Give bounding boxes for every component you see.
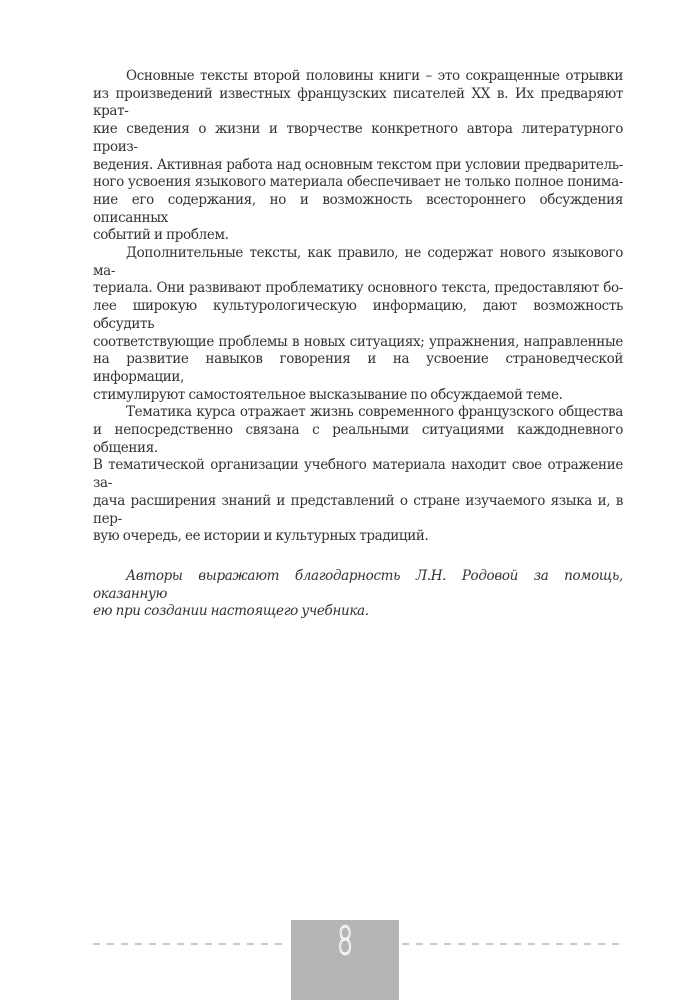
text-line: дача расширения знаний и представлений о стране изучаемого языка и, в пер- <box>93 492 623 527</box>
text-line: лее широкую культурологическую информацию, дают возможность обсудить <box>93 298 623 332</box>
page-number-box <box>291 920 399 1000</box>
text-line: соответствующие проблемы в новых ситуациях; упражнения, направленные <box>93 333 623 350</box>
text-line: Тематика курса отражает жизнь современного французского общества <box>126 404 623 421</box>
text-line: событий и проблем. <box>93 227 229 244</box>
text-line: ею при создании настоящего учебника. <box>93 603 369 620</box>
text-line: Авторы выражают благодарность Л.Н. Родовой за помощь, оказанную <box>93 567 623 602</box>
text-line: на развитие навыков говорения и на усвоение страноведческой информации, <box>93 351 623 385</box>
text-line: ного усвоения языкового материала обеспечивает не только полное понима- <box>93 174 623 191</box>
text-line: Дополнительные тексты, как правило, не содержат нового языкового ма- <box>93 245 623 279</box>
text-line: териала. Они развивают проблематику основного текста, предоставляют бо- <box>93 280 623 297</box>
text-line: стимулируют самостоятельное высказывание по обсуждаемой теме. <box>93 386 563 403</box>
right-dashed-rule <box>402 943 623 945</box>
text-line: кие сведения о жизни и творчестве конкретного автора литературного произ- <box>93 121 623 155</box>
left-dashed-rule <box>93 943 289 945</box>
paragraph-additional-texts <box>93 245 623 404</box>
paragraph-course-themes <box>93 404 623 546</box>
paragraph-acknowledgement <box>93 568 623 621</box>
text-line: вую очередь, ее истории и культурных традиций. <box>93 528 429 545</box>
text-line: ние его содержания, но и возможность всестороннего обсуждения описанных <box>93 191 623 226</box>
text-line: В тематической организации учебного материала находит свое отражение за- <box>93 457 623 492</box>
text-line: Основные тексты второй половины книги – это сокращенные отрывки <box>126 68 623 84</box>
paragraph-main-texts <box>93 68 623 245</box>
text-line: из произведений известных французских писателей XX в. Их предваряют крат- <box>93 85 623 120</box>
text-line: ведения. Активная работа над основным текстом при условии предваритель- <box>93 156 623 173</box>
page-number: 8 <box>337 919 353 963</box>
text-block <box>93 68 623 621</box>
text-line: и непосредственно связана с реальными ситуациями каждодневного общения. <box>93 422 623 456</box>
